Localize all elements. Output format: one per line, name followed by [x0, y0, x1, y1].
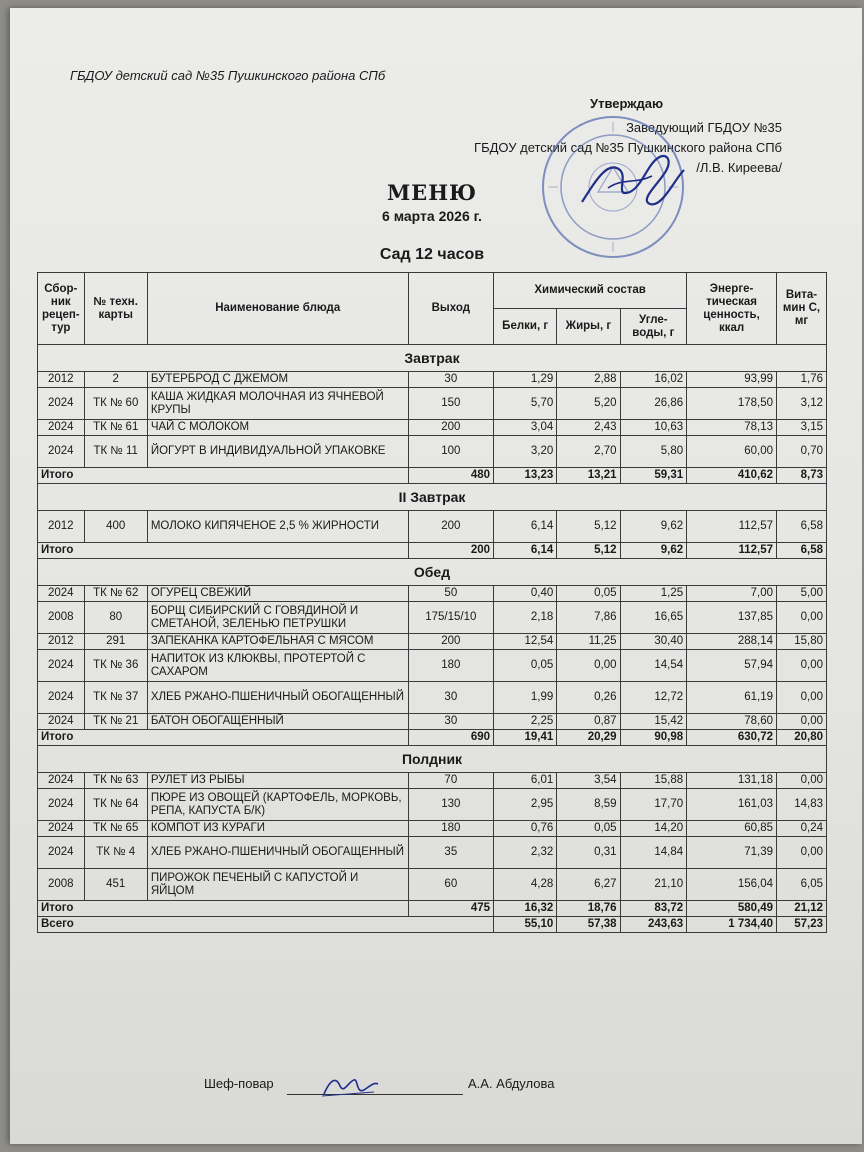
cell-vitc: 3,15 [777, 420, 827, 436]
cell-protein: 0,40 [494, 586, 557, 602]
cell-card: ТК № 36 [84, 650, 147, 682]
section-title: II Завтрак [38, 484, 827, 511]
cell-collection: 2024 [38, 714, 85, 730]
total-protein: 13,23 [494, 468, 557, 484]
col-protein: Белки, г [494, 309, 557, 345]
cell-dish-name: КАША ЖИДКАЯ МОЛОЧНАЯ ИЗ ЯЧНЕВОЙ КРУПЫ [147, 388, 408, 420]
cell-energy: 60,85 [687, 821, 777, 837]
cell-vitc: 0,24 [777, 821, 827, 837]
cell-vitc: 0,00 [777, 650, 827, 682]
cell-dish-name: ЗАПЕКАНКА КАРТОФЕЛЬНАЯ С МЯСОМ [147, 634, 408, 650]
cell-carbs: 14,54 [620, 650, 687, 682]
approve-title: Утверждаю [590, 96, 664, 111]
cell-dish-name: ОГУРЕЦ СВЕЖИЙ [147, 586, 408, 602]
total-label: Итого [38, 730, 409, 746]
organization-header: ГБДОУ детский сад №35 Пушкинского района СПб [70, 68, 386, 83]
cell-vitc: 6,05 [777, 869, 827, 901]
cell-collection: 2024 [38, 789, 85, 821]
table-header-row [38, 273, 827, 309]
cell-card: 2 [84, 372, 147, 388]
cell-vitc: 1,76 [777, 372, 827, 388]
cell-card: ТК № 4 [84, 837, 147, 869]
cell-fat: 2,43 [557, 420, 620, 436]
table-row [38, 682, 827, 714]
table-row [38, 821, 827, 837]
cell-protein: 6,14 [494, 511, 557, 543]
cell-output: 60 [408, 869, 493, 901]
table-row [38, 714, 827, 730]
total-protein: 19,41 [494, 730, 557, 746]
menu-table [37, 272, 827, 933]
cell-collection: 2024 [38, 837, 85, 869]
cell-fat: 3,54 [557, 773, 620, 789]
cell-dish-name: БУТЕРБРОД С ДЖЕМОМ [147, 372, 408, 388]
cell-output: 70 [408, 773, 493, 789]
cell-dish-name: РУЛЕТ ИЗ РЫБЫ [147, 773, 408, 789]
cell-fat: 5,12 [557, 511, 620, 543]
cell-output: 30 [408, 714, 493, 730]
cell-protein: 2,18 [494, 602, 557, 634]
cell-dish-name: ЧАЙ С МОЛОКОМ [147, 420, 408, 436]
total-energy: 580,49 [687, 901, 777, 917]
total-row [38, 901, 827, 917]
cell-card: ТК № 21 [84, 714, 147, 730]
cell-collection: 2012 [38, 634, 85, 650]
cell-protein: 0,05 [494, 650, 557, 682]
cell-vitc: 0,00 [777, 773, 827, 789]
cell-output: 30 [408, 682, 493, 714]
col-collection: Сбор-ник рецеп-тур [38, 273, 85, 345]
total-fat: 13,21 [557, 468, 620, 484]
col-output: Выход [408, 273, 493, 345]
cell-collection: 2024 [38, 682, 85, 714]
cell-fat: 0,05 [557, 821, 620, 837]
cell-collection: 2012 [38, 372, 85, 388]
total-label: Итого [38, 901, 409, 917]
total-output: 200 [408, 543, 493, 559]
total-energy: 410,62 [687, 468, 777, 484]
cell-output: 200 [408, 511, 493, 543]
cell-card: 451 [84, 869, 147, 901]
cell-fat: 5,20 [557, 388, 620, 420]
col-fat: Жиры, г [557, 309, 620, 345]
cell-energy: 7,00 [687, 586, 777, 602]
cell-energy: 71,39 [687, 837, 777, 869]
cell-energy: 60,00 [687, 436, 777, 468]
cell-card: 291 [84, 634, 147, 650]
cell-vitc: 14,83 [777, 789, 827, 821]
cell-dish-name: ХЛЕБ РЖАНО-ПШЕНИЧНЫЙ ОБОГАЩЕННЫЙ [147, 837, 408, 869]
total-output: 480 [408, 468, 493, 484]
menu-subtitle: Сад 12 часов [379, 246, 485, 263]
menu-title: МЕНЮ [386, 180, 478, 205]
cell-card: ТК № 63 [84, 773, 147, 789]
cell-vitc: 5,00 [777, 586, 827, 602]
cell-carbs: 1,25 [620, 586, 687, 602]
cell-carbs: 21,10 [620, 869, 687, 901]
section-title: Обед [38, 559, 827, 586]
cell-fat: 2,70 [557, 436, 620, 468]
cell-protein: 5,70 [494, 388, 557, 420]
cell-protein: 4,28 [494, 869, 557, 901]
menu-date: 6 марта 2026 г. [382, 208, 482, 224]
cell-output: 100 [408, 436, 493, 468]
cell-energy: 93,99 [687, 372, 777, 388]
table-row [38, 372, 827, 388]
cell-output: 130 [408, 789, 493, 821]
cell-protein: 1,29 [494, 372, 557, 388]
cell-carbs: 15,42 [620, 714, 687, 730]
cell-card: 400 [84, 511, 147, 543]
cell-collection: 2024 [38, 436, 85, 468]
cell-energy: 131,18 [687, 773, 777, 789]
total-output: 475 [408, 901, 493, 917]
chef-name: А.А. Абдулова [468, 1076, 555, 1091]
cell-dish-name: БАТОН ОБОГАЩЕННЫЙ [147, 714, 408, 730]
cell-collection: 2024 [38, 650, 85, 682]
cell-fat: 6,27 [557, 869, 620, 901]
total-row [38, 543, 827, 559]
grand-total-carbs: 243,63 [620, 917, 687, 933]
total-vitc: 20,80 [777, 730, 827, 746]
cell-vitc: 6,58 [777, 511, 827, 543]
cell-protein: 3,04 [494, 420, 557, 436]
cell-output: 180 [408, 821, 493, 837]
table-row [38, 789, 827, 821]
cell-card: ТК № 64 [84, 789, 147, 821]
total-carbs: 83,72 [620, 901, 687, 917]
col-card: № техн. карты [84, 273, 147, 345]
cell-energy: 78,60 [687, 714, 777, 730]
col-name: Наименование блюда [147, 273, 408, 345]
grand-total-label: Всего [38, 917, 494, 933]
cell-dish-name: ХЛЕБ РЖАНО-ПШЕНИЧНЫЙ ОБОГАЩЕННЫЙ [147, 682, 408, 714]
total-carbs: 90,98 [620, 730, 687, 746]
cell-dish-name: ЙОГУРТ В ИНДИВИДУАЛЬНОЙ УПАКОВКЕ [147, 436, 408, 468]
cell-fat: 0,26 [557, 682, 620, 714]
cell-collection: 2024 [38, 773, 85, 789]
cell-collection: 2024 [38, 586, 85, 602]
cell-energy: 61,19 [687, 682, 777, 714]
total-fat: 18,76 [557, 901, 620, 917]
cell-protein: 12,54 [494, 634, 557, 650]
approve-position: Заведующий ГБДОУ №35 [626, 120, 782, 135]
cell-vitc: 0,70 [777, 436, 827, 468]
cell-vitc: 0,00 [777, 602, 827, 634]
cell-energy: 112,57 [687, 511, 777, 543]
cell-carbs: 9,62 [620, 511, 687, 543]
cell-collection: 2024 [38, 821, 85, 837]
section-title: Завтрак [38, 345, 827, 372]
total-vitc: 21,12 [777, 901, 827, 917]
cell-carbs: 16,02 [620, 372, 687, 388]
cell-card: 80 [84, 602, 147, 634]
cell-protein: 2,25 [494, 714, 557, 730]
section-row [38, 345, 827, 372]
approve-organization: ГБДОУ детский сад №35 Пушкинского района СПб [474, 140, 782, 155]
table-row [38, 586, 827, 602]
cell-dish-name: КОМПОТ ИЗ КУРАГИ [147, 821, 408, 837]
cell-energy: 178,50 [687, 388, 777, 420]
cell-fat: 11,25 [557, 634, 620, 650]
cell-card: ТК № 62 [84, 586, 147, 602]
cell-energy: 57,94 [687, 650, 777, 682]
col-carbs: Угле-воды, г [620, 309, 687, 345]
total-protein: 16,32 [494, 901, 557, 917]
table-row [38, 511, 827, 543]
cell-protein: 0,76 [494, 821, 557, 837]
cell-carbs: 26,86 [620, 388, 687, 420]
cell-carbs: 14,84 [620, 837, 687, 869]
table-row [38, 773, 827, 789]
total-output: 690 [408, 730, 493, 746]
cell-output: 150 [408, 388, 493, 420]
table-row [38, 436, 827, 468]
cell-output: 35 [408, 837, 493, 869]
cell-carbs: 10,63 [620, 420, 687, 436]
table-row [38, 602, 827, 634]
table-row [38, 837, 827, 869]
cell-fat: 8,59 [557, 789, 620, 821]
cell-vitc: 0,00 [777, 714, 827, 730]
cell-carbs: 17,70 [620, 789, 687, 821]
cell-dish-name: МОЛОКО КИПЯЧЕНОЕ 2,5 % ЖИРНОСТИ [147, 511, 408, 543]
table-row [38, 869, 827, 901]
total-vitc: 6,58 [777, 543, 827, 559]
total-vitc: 8,73 [777, 468, 827, 484]
cell-protein: 6,01 [494, 773, 557, 789]
total-carbs: 59,31 [620, 468, 687, 484]
cell-energy: 288,14 [687, 634, 777, 650]
table-row [38, 388, 827, 420]
grand-total-energy: 1 734,40 [687, 917, 777, 933]
cell-protein: 2,95 [494, 789, 557, 821]
cell-energy: 78,13 [687, 420, 777, 436]
cell-output: 50 [408, 586, 493, 602]
cell-output: 30 [408, 372, 493, 388]
col-vitc: Вита-мин С, мг [777, 273, 827, 345]
cell-dish-name: ПЮРЕ ИЗ ОВОЩЕЙ (КАРТОФЕЛЬ, МОРКОВЬ, РЕПА, КАПУСТА Б/К) [147, 789, 408, 821]
cell-card: ТК № 65 [84, 821, 147, 837]
cell-collection: 2008 [38, 869, 85, 901]
cell-carbs: 14,20 [620, 821, 687, 837]
cell-fat: 0,00 [557, 650, 620, 682]
cell-fat: 0,87 [557, 714, 620, 730]
col-energy: Энерге-тическая ценность, ккал [687, 273, 777, 345]
total-fat: 20,29 [557, 730, 620, 746]
cell-carbs: 30,40 [620, 634, 687, 650]
total-label: Итого [38, 543, 409, 559]
cell-collection: 2024 [38, 420, 85, 436]
section-row [38, 559, 827, 586]
cell-card: ТК № 37 [84, 682, 147, 714]
cell-output: 200 [408, 420, 493, 436]
cell-fat: 2,88 [557, 372, 620, 388]
total-energy: 630,72 [687, 730, 777, 746]
cell-protein: 1,99 [494, 682, 557, 714]
cell-energy: 156,04 [687, 869, 777, 901]
cell-vitc: 15,80 [777, 634, 827, 650]
cell-vitc: 0,00 [777, 837, 827, 869]
approve-person: /Л.В. Киреева/ [696, 160, 782, 175]
chef-signature-icon [320, 1072, 380, 1102]
total-carbs: 9,62 [620, 543, 687, 559]
section-title: Полдник [38, 746, 827, 773]
cell-card: ТК № 11 [84, 436, 147, 468]
grand-total-protein: 55,10 [494, 917, 557, 933]
total-fat: 5,12 [557, 543, 620, 559]
cell-fat: 0,31 [557, 837, 620, 869]
total-label: Итого [38, 468, 409, 484]
cell-output: 175/15/10 [408, 602, 493, 634]
cell-protein: 2,32 [494, 837, 557, 869]
cell-output: 200 [408, 634, 493, 650]
col-chem: Химический состав [494, 273, 687, 309]
cell-dish-name: БОРЩ СИБИРСКИЙ С ГОВЯДИНОЙ И СМЕТАНОЙ, ЗЕЛЕНЬЮ ПЕТРУШКИ [147, 602, 408, 634]
cell-card: ТК № 60 [84, 388, 147, 420]
cell-output: 180 [408, 650, 493, 682]
cell-carbs: 16,65 [620, 602, 687, 634]
cell-dish-name: ПИРОЖОК ПЕЧЕНЫЙ С КАПУСТОЙ И ЯЙЦОМ [147, 869, 408, 901]
cell-vitc: 3,12 [777, 388, 827, 420]
grand-total-fat: 57,38 [557, 917, 620, 933]
cell-card: ТК № 61 [84, 420, 147, 436]
total-row [38, 730, 827, 746]
chef-label: Шеф-повар [204, 1076, 274, 1091]
cell-energy: 161,03 [687, 789, 777, 821]
cell-collection: 2024 [38, 388, 85, 420]
total-energy: 112,57 [687, 543, 777, 559]
cell-fat: 0,05 [557, 586, 620, 602]
total-protein: 6,14 [494, 543, 557, 559]
grand-total-vitc: 57,23 [777, 917, 827, 933]
cell-carbs: 12,72 [620, 682, 687, 714]
cell-protein: 3,20 [494, 436, 557, 468]
table-row [38, 634, 827, 650]
section-row [38, 484, 827, 511]
section-row [38, 746, 827, 773]
cell-fat: 7,86 [557, 602, 620, 634]
table-row [38, 650, 827, 682]
grand-total-row [38, 917, 827, 933]
cell-collection: 2008 [38, 602, 85, 634]
total-row [38, 468, 827, 484]
cell-dish-name: НАПИТОК ИЗ КЛЮКВЫ, ПРОТЕРТОЙ С САХАРОМ [147, 650, 408, 682]
cell-vitc: 0,00 [777, 682, 827, 714]
cell-energy: 137,85 [687, 602, 777, 634]
cell-collection: 2012 [38, 511, 85, 543]
table-row [38, 420, 827, 436]
cell-carbs: 5,80 [620, 436, 687, 468]
cell-carbs: 15,88 [620, 773, 687, 789]
